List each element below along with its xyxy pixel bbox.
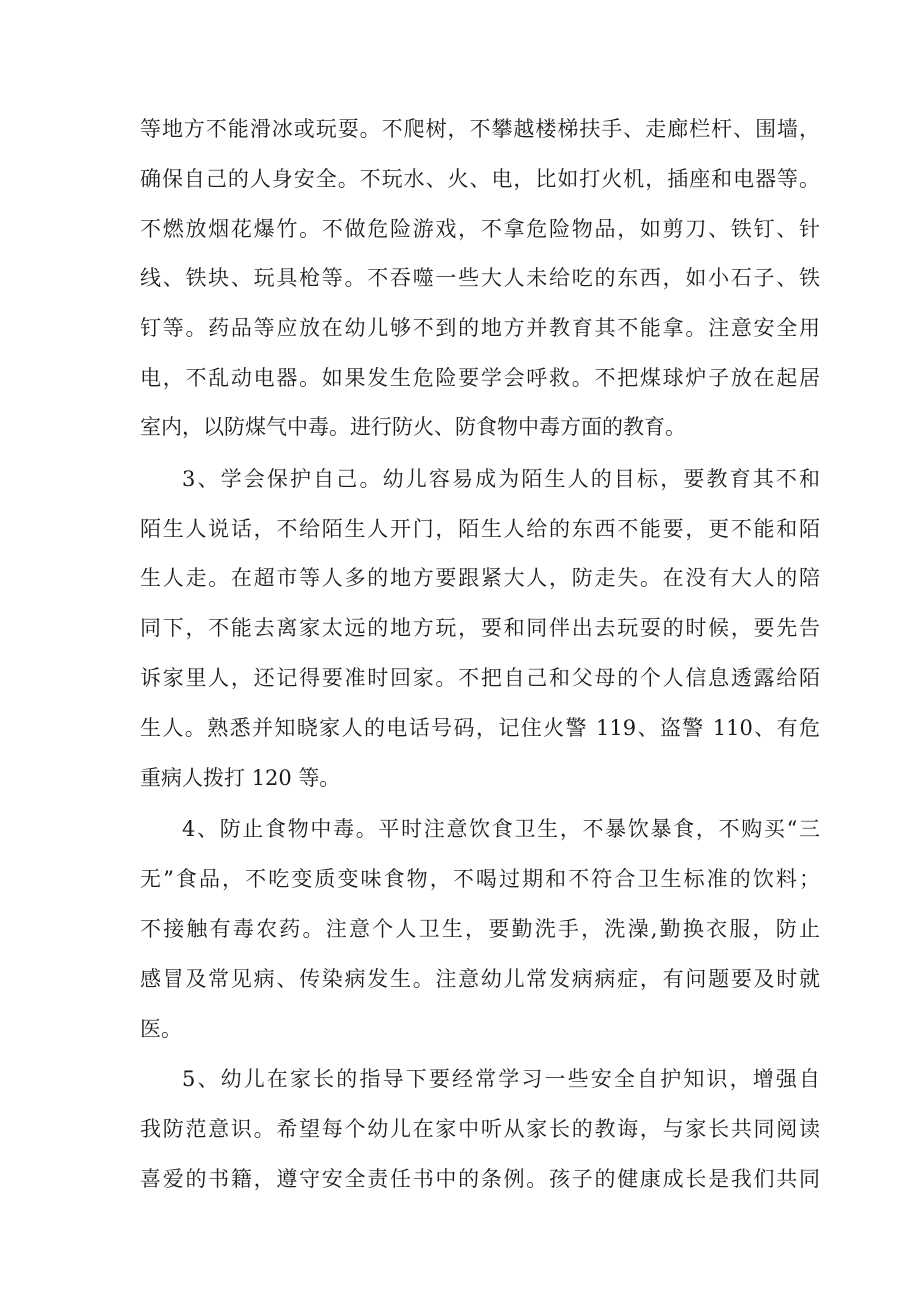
body-text-line: 确保自己的人身安全。不玩水、火、电，比如打火机，插座和电器等。 — [140, 167, 820, 191]
paragraph-first-line: 5、幼儿在家长的指导下要经常学习一些安全自护知识，增强自 — [182, 1067, 820, 1091]
body-text-line: 不接触有毒农药。注意个人卫生，要勤洗手，洗澡,勤换衣服，防止 — [140, 917, 820, 941]
body-text-line: 生人。熟悉并知晓家人的电话号码，记住火警 119、盗警 110、有危 — [140, 716, 820, 740]
body-text-line: 室内，以防煤气中毒。进行防火、防食物中毒方面的教育。 — [140, 415, 686, 439]
body-text-line: 线、铁块、玩具枪等。不吞噬一些大人未给吃的东西，如小石子、铁 — [140, 266, 820, 290]
body-text-line: 医。 — [140, 1017, 182, 1041]
body-text-line: 我防范意识。希望每个幼儿在家中听从家长的教诲，与家长共同阅读 — [140, 1117, 820, 1141]
body-text-line: 生人走。在超市等人多的地方要跟紧大人，防走失。在没有大人的陪 — [140, 566, 820, 590]
body-text-line: 钉等。药品等应放在幼儿够不到的地方并教育其不能拿。注意安全用 — [140, 316, 820, 340]
body-text-line: 感冒及常见病、传染病发生。注意幼儿常发病病症，有问题要及时就 — [140, 967, 820, 991]
body-text-line: 喜爱的书籍，遵守安全责任书中的条例。孩子的健康成长是我们共同 — [140, 1167, 820, 1191]
body-text-line: 陌生人说话，不给陌生人开门，陌生人给的东西不能要，更不能和陌 — [140, 517, 820, 541]
body-text-line: 重病人拨打 120 等。 — [140, 766, 341, 790]
body-text-line: 同下，不能去离家太远的地方玩，要和同伴出去玩耍的时候，要先告 — [140, 616, 820, 640]
body-text-line: 电，不乱动电器。如果发生危险要学会呼救。不把煤球炉子放在起居 — [140, 366, 820, 390]
paragraph-first-line: 4、防止食物中毒。平时注意饮食卫生，不暴饮暴食，不购买“三 — [182, 817, 820, 841]
body-text-line: 无”食品，不吃变质变味食物，不喝过期和不符合卫生标准的饮料； — [140, 867, 820, 891]
body-text-line: 等地方不能滑冰或玩耍。不爬树，不攀越楼梯扶手、走廊栏杆、围墙， — [140, 117, 820, 141]
body-text-line: 不燃放烟花爆竹。不做危险游戏，不拿危险物品，如剪刀、铁钉、针 — [140, 217, 820, 241]
body-text-line: 诉家里人，还记得要准时回家。不把自己和父母的个人信息透露给陌 — [140, 666, 820, 690]
paragraph-first-line: 3、学会保护自己。幼儿容易成为陌生人的目标，要教育其不和 — [182, 467, 820, 491]
